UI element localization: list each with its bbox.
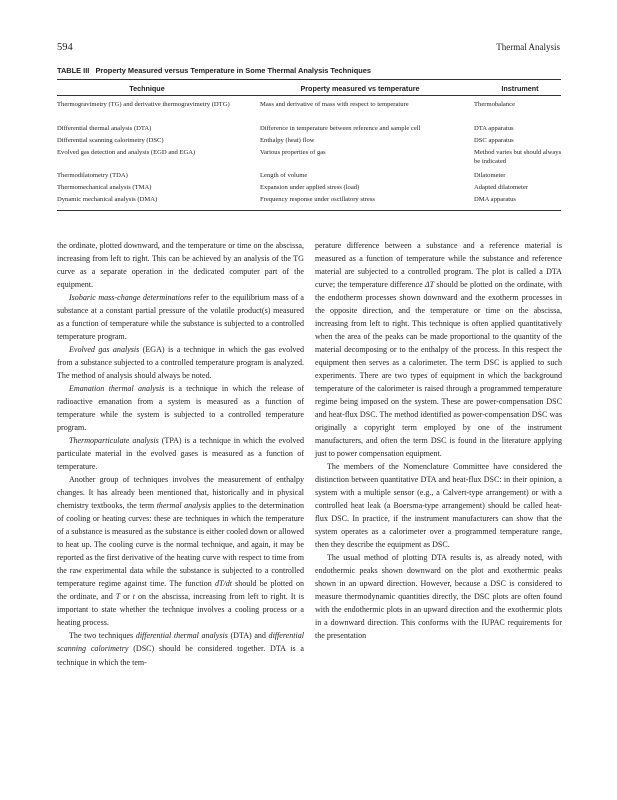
math-expression: dT/dt bbox=[214, 579, 232, 589]
table-cell-instrument: Dilatometer bbox=[474, 172, 506, 179]
body-paragraph: The members of the Nomenclature Committee have considered the distinction between quantitative DTA and heat-flux DSC: in their opinion, a system with a multiple sensor (e.g., a Calvert-type arrangement) or with a controlled heat leak (a Boersma-type arrangement) should be called heat-flux DSC. In practice, if the instrument manufacturers can show that the system operates as a calorimeter over a programmed temperature range, then they describe the equipment as DSC. bbox=[315, 462, 562, 550]
table-cell-property: Length of volume bbox=[260, 172, 308, 179]
table-label: TABLE III bbox=[57, 66, 90, 75]
body-paragraph: perature difference between a substance and a reference material is measured as a function of temperature while the substance and reference material are subjected to a controlled program. The plot is called a DTA curve; the temperature difference ΔT should be plotted on the ordinate, with the endotherm processes shown downward and the exotherm processes in the opposite direction, and the temperature or time on the abscissa, increasing from left to right. This technique is often applied quantitatively when the area of the peaks can be made proportional to the quantity of the material decomposing or to the enthalpy of the process. In this respect the equipment then serves as a calorimeter. The term DSC is applied to such experiments. There are two types of equipment in which the background temperature of the calorimeter is raised through a programmed temperature regime being imposed on the system. These are power-compensation DSC and heat-flux DSC. The method identified as power-compensation DSC was originally a copyright term employed by one of the instrument manufacturers, and often the term DSC is found in the literature applying just to power compensation equipment. bbox=[315, 241, 563, 459]
body-paragraph: The two techniques differential thermal analysis (DTA) and differential scanning calorimetry (DSC) should be considered together. DTA is a technique in which the tem- bbox=[57, 631, 305, 667]
defined-term: Isobaric mass-change determinations bbox=[69, 293, 192, 303]
table-cell-instrument: Thermobalance bbox=[474, 101, 516, 108]
body-column-left bbox=[57, 239, 304, 669]
table-cell-property: Various properties of gas bbox=[260, 149, 326, 156]
math-symbol: t bbox=[132, 592, 136, 602]
table-header-rule bbox=[57, 95, 561, 96]
table-cell-instrument: Adapted dilatometer bbox=[474, 184, 529, 191]
table-cell-instrument: DTA apparatus bbox=[474, 125, 514, 132]
defined-term: Thermoparticulate analysis bbox=[69, 436, 159, 446]
table-cell-instrument: DMA apparatus bbox=[474, 196, 516, 203]
math-expression: ΔT bbox=[424, 280, 435, 290]
table-cell-technique: Thermomechanical analysis (TMA) bbox=[57, 184, 152, 191]
table-cell-technique: Evolved gas detection and analysis (EGD and EGA) bbox=[57, 149, 196, 156]
table-cell-technique: Thermogravimetry (TG) and derivative thermogravimetry (DTG) bbox=[57, 101, 230, 108]
table-caption bbox=[57, 66, 371, 75]
table-header-property: Property measured vs temperature bbox=[300, 84, 420, 93]
table-cell-technique: Differential scanning calorimetry (DSC) bbox=[57, 137, 164, 144]
table-cell-property: Difference in temperature between reference and sample cell bbox=[260, 125, 421, 132]
body-paragraph: Another group of techniques involves the measurement of enthalpy changes. It has already been mentioned that, historically and in physical chemistry textbooks, the term thermal analysis applies to the determination of cooling or heating curves: these are techniques in which the temperature of a substance is measured as the substance is either cooled down or allowed to heat up. The cooling curve is the normal technique, and again, it may be reported as the first derivative of the heating curve with respect to time from the raw experimental data while the substance is subjected to a controlled temperature regime against time. The function dT/dt should be plotted on the ordinate, and T or t on the abscissa, increasing from left to right. It is important to state whether the technique involves a cooling process or a heating process. bbox=[57, 475, 305, 628]
running-title: Thermal Analysis bbox=[496, 42, 560, 52]
body-paragraph: Emanation thermal analysis is a technique in which the release of radioactive emanation from a system is measured as a function of temperature while the system is subjected to a controlled temperature program. bbox=[57, 384, 305, 433]
body-paragraph: Evolved gas analysis (EGA) is a technique in which the gas evolved from a substance subjected to a controlled temperature program is analyzed. The method of analysis should always be noted. bbox=[57, 345, 304, 381]
table-bottom-rule bbox=[57, 210, 561, 211]
table-cell-technique: Differential thermal analysis (DTA) bbox=[57, 125, 152, 132]
table-cell-instrument: Method varies but should always be indicated bbox=[474, 149, 562, 166]
table-cell-instrument: DSC apparatus bbox=[474, 137, 514, 144]
table-cell-property: Mass and derivative of mass with respect to temperature bbox=[260, 101, 409, 108]
body-paragraph: The usual method of plotting DTA results is, as already noted, with endothermic peaks shown downward on the plot and exothermic peaks shown in an upward direction. However, because a DSC is considered to measure thermodynamic quantities directly, the DSC plots are often found with the endothermic plots in an upward direction and the exothermic plots in a downward direction. This conforms with the IUPAC requirements for the presentation bbox=[315, 553, 562, 641]
table-cell-property: Enthalpy (heat) flow bbox=[260, 137, 315, 144]
table-cell-property: Frequency response under oscillatory stress bbox=[260, 196, 375, 203]
math-symbol: T bbox=[115, 592, 121, 602]
defined-term: Evolved gas analysis bbox=[69, 345, 140, 355]
body-paragraph: Thermoparticulate analysis (TPA) is a technique in which the evolved particulate material in the evolved gases is measured as a function of temperature. bbox=[57, 436, 304, 472]
body-paragraph: Isobaric mass-change determinations refer to the equilibrium mass of a substance at a constant partial pressure of the volatile product(s) measured as a function of temperature while the substance is subjected to a controlled temperature program. bbox=[57, 293, 304, 342]
defined-term: differential thermal analysis bbox=[135, 631, 228, 641]
table-header-technique: Technique bbox=[129, 84, 165, 93]
body-column-right bbox=[315, 239, 562, 642]
body-paragraph: the ordinate, plotted downward, and the temperature or time on the abscissa, increasing from left to right. This can be achieved by an analysis of the TG curve as a separate operation in the dedicated computer part of the equipment. bbox=[57, 241, 304, 290]
defined-term: thermal analysis bbox=[156, 501, 211, 511]
table-cell-technique: Thermodilatometry (TDA) bbox=[57, 172, 128, 179]
table-header-instrument: Instrument bbox=[501, 84, 539, 93]
table-top-rule bbox=[57, 79, 561, 80]
table-cell-property: Expansion under applied stress (load) bbox=[260, 184, 360, 191]
table-cell-technique: Dynamic mechanical analysis (DMA) bbox=[57, 196, 158, 203]
table-title: Property Measured versus Temperature in Some Thermal Analysis Techniques bbox=[95, 66, 371, 75]
defined-term: differential scanning calorimetry bbox=[57, 631, 305, 654]
page-number: 594 bbox=[57, 42, 73, 53]
defined-term: Emanation thermal analysis bbox=[69, 384, 165, 394]
